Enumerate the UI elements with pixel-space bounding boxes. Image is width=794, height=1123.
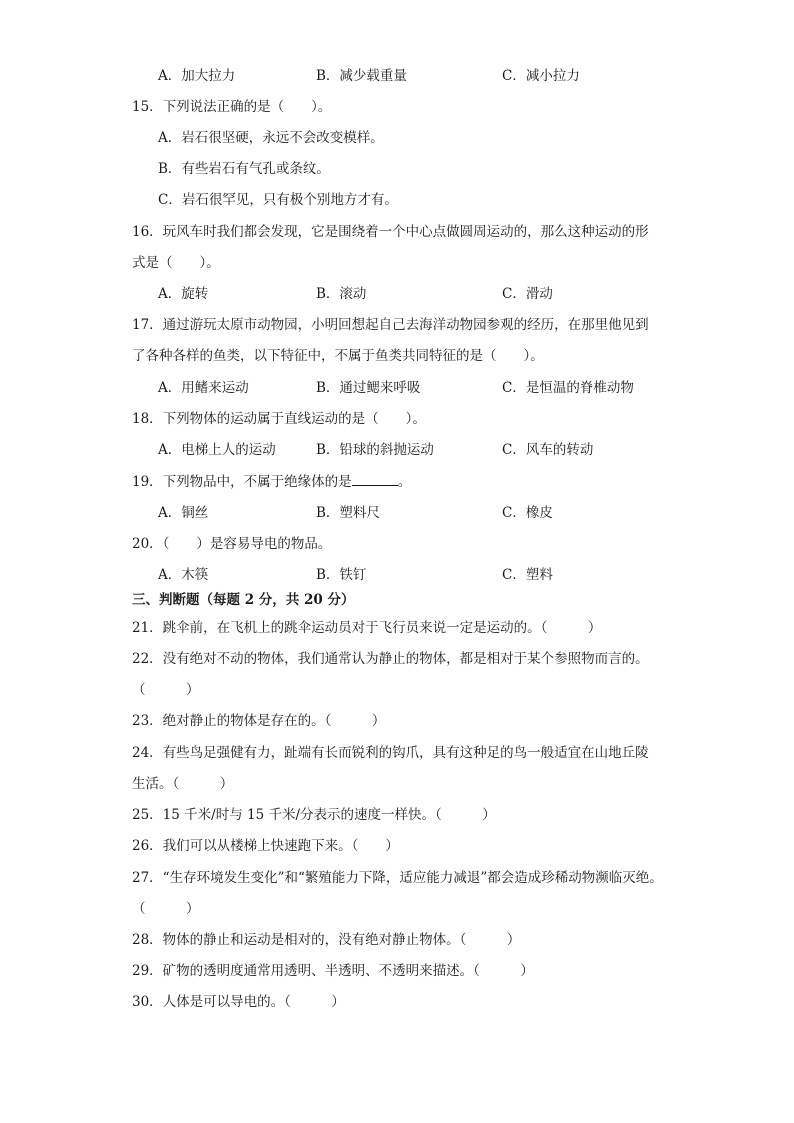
q19-options [0, 503, 794, 523]
judgment-q23: 23．绝对静止的物体是存在的。（ ） [132, 713, 386, 729]
judgment-q27-line2: （ ） [132, 901, 200, 917]
q15-option-a: A．岩石很坚硬，永远不会改变模样。 [158, 130, 384, 146]
q19-option-c: C．橡皮 [502, 505, 553, 521]
judgment-q27-line1: 27．“生存环境发生变化”和“繁殖能力下降，适应能力减退”都会造成珍稀动物濒临灭绝。 [132, 870, 663, 886]
q20-option-b: B．铁钉 [316, 567, 367, 583]
q15-option-b: B．有些岩石有气孔或条纹。 [158, 161, 330, 177]
q18-option-a: A．电梯上人的运动 [158, 442, 276, 458]
q16-option-a: A．旋转 [158, 286, 209, 302]
q15-option-c: C．岩石很罕见，只有极个别地方才有。 [158, 192, 398, 208]
q20-option-c: C．塑料 [502, 567, 553, 583]
q18-options [0, 440, 794, 460]
q16-stem-line2: 式是（ ）。 [132, 255, 220, 271]
q18-option-b: B．铅球的斜抛运动 [316, 442, 434, 458]
q17-options [0, 378, 794, 398]
q19-option-b: B．塑料尺 [316, 505, 380, 521]
q15-stem: 15．下列说法正确的是（ ）。 [132, 99, 332, 115]
q14-option-b: B．减少载重量 [316, 68, 407, 84]
judgment-q24-line1: 24．有些鸟足强健有力，趾端有长而锐利的钩爪，具有这种足的鸟一般适宜在山地丘陵 [132, 745, 649, 761]
q19-option-a: A．铜丝 [158, 505, 209, 521]
q14-option-c: C．减小拉力 [502, 68, 580, 84]
q20-stem: 20．（ ）是容易导电的物品。 [132, 536, 332, 552]
q14-options [0, 66, 794, 86]
q16-option-c: C．滑动 [502, 286, 553, 302]
q18-stem: 18．下列物体的运动属于直线运动的是（ ）。 [132, 411, 426, 427]
judgment-q22-line1: 22．没有绝对不动的物体，我们通常认为静止的物体，都是相对于某个参照物而言的。 [132, 651, 649, 667]
q17-option-c: C．是恒温的脊椎动物 [502, 380, 634, 396]
judgment-q25: 25．15 千米/时与 15 千米/分表示的速度一样快。（ ） [132, 807, 496, 823]
answer-blank[interactable] [352, 471, 398, 486]
judgment-q24-line2: 生活。（ ） [132, 776, 234, 792]
section-title: 三、判断题（每题 2 分，共 20 分） [132, 592, 355, 608]
judgment-q30: 30．人体是可以导电的。（ ） [132, 994, 345, 1010]
q20-options [0, 565, 794, 585]
q16-options [0, 284, 794, 304]
q19-stem [132, 471, 411, 492]
q18-option-c: C．风车的转动 [502, 442, 594, 458]
q14-option-a: A．加大拉力 [158, 68, 236, 84]
q19-stem-end: 。 [397, 474, 412, 490]
q19-stem-text: 19．下列物品中，不属于绝缘体的是 [132, 474, 352, 490]
q16-stem-line1: 16．玩风车时我们都会发现，它是围绕着一个中心点做圆周运动的，那么这种运动的形 [132, 224, 649, 240]
q17-stem-line1: 17．通过游玩太原市动物园，小明回想起自己去海洋动物园参观的经历，在那里他见到 [132, 317, 649, 333]
q17-option-a: A．用鳍来运动 [158, 380, 249, 396]
judgment-q28: 28．物体的静止和运动是相对的，没有绝对静止物体。（ ） [132, 932, 521, 948]
judgment-q21: 21．跳伞前，在飞机上的跳伞运动员对于飞行员来说一定是运动的。（ ） [132, 620, 602, 636]
judgment-q29: 29．矿物的透明度通常用透明、半透明、不透明来描述。（ ） [132, 963, 534, 979]
judgment-q26: 26．我们可以从楼梯上快速跑下来。（ ） [132, 838, 399, 854]
q17-stem-line2: 了各种各样的鱼类，以下特征中，不属于鱼类共同特征的是（ ）。 [132, 348, 544, 364]
q16-option-b: B．滚动 [316, 286, 367, 302]
q17-option-b: B．通过鳃来呼吸 [316, 380, 421, 396]
q20-option-a: A．木筷 [158, 567, 209, 583]
judgment-q22-line2: （ ） [132, 682, 200, 698]
